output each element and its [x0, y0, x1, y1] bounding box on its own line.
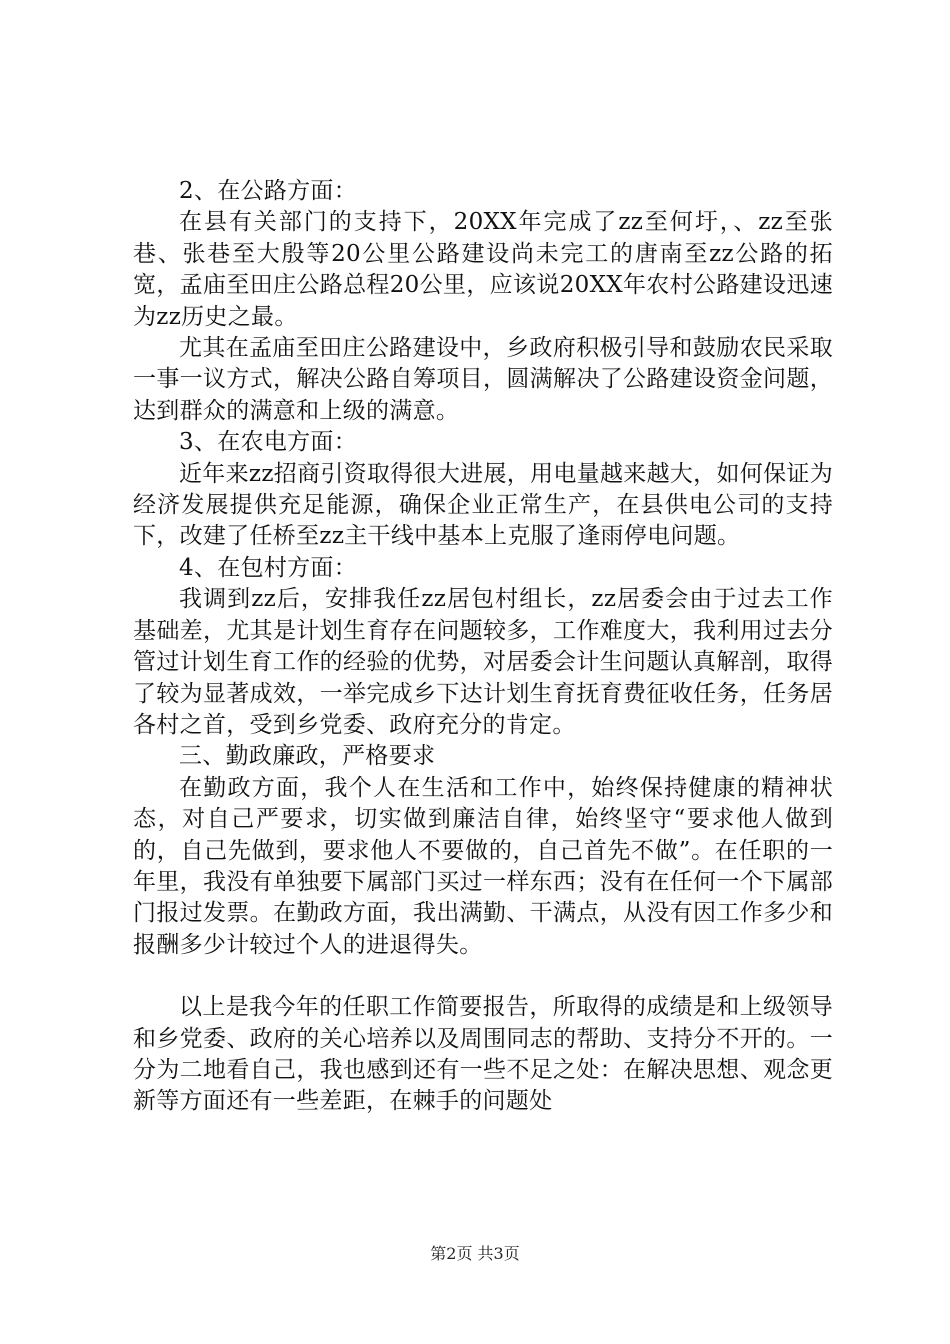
page-number-footer: 第2页 共3页	[430, 1244, 520, 1263]
paragraph-village-contract: 我调到zz后，安排我任zz居包村组长，zz居委会由于过去工作基础差，尤其是计划生育存在问题较多，工作难度大，我利用过去分管过计划生育工作的经验的优势，对居委会计生问题认真解剖，取得了较为显著成效，一举完成乡下达计划生育抚育费征收任务，任务居各村之首，受到乡党委、政府充分的肯定。	[133, 586, 833, 738]
section-heading-rural-power: 3、在农电方面：	[179, 429, 358, 456]
paragraph-summary: 以上是我今年的任职工作简要报告，所取得的成绩是和上级领导和乡党委、政府的关心培养以及周围同志的帮助、支持分不开的。一分为二地看自己，我也感到还有一些不足之处：在解决思想、观念更新等方面还有一些差距，在棘手的问题处	[133, 994, 833, 1115]
section-heading-roads: 2、在公路方面：	[179, 178, 358, 204]
section-heading-village-contract: 4、在包村方面：	[179, 554, 358, 581]
paragraph-roads-construction: 在县有关部门的支持下，20XX年完成了zz至何圩，、zz至张巷、张巷至大殷等20公里公路建设尚未完工的唐南至zz公路的拓宽，孟庙至田庄公路总程20公里，应该说20XX年农村公路建设迅速为zz历史之最。	[133, 209, 833, 330]
paragraph-integrity: 在勤政方面，我个人在生活和工作中，始终保持健康的精神状态，对自己严要求，切实做到廉洁自律，始终坚守“要求他人做到的，自己先做到，要求他人不要做的，自己首先不做”。在任职的一年里，我没有单独要下属部门买过一样东西；没有在任何一个下属部门报过发票。在勤政方面，我出满勤、干满点，从没有因工作多少和报酬多少计较过个人的进退得失。	[133, 774, 833, 958]
paragraph-roads-funding: 尤其在孟庙至田庄公路建设中，乡政府积极引导和鼓励农民采取一事一议方式，解决公路自筹项目，圆满解决了公路建设资金问题，达到群众的满意和上级的满意。	[133, 335, 833, 424]
document-body	[133, 176, 833, 1118]
paragraph-rural-power: 近年来zz招商引资取得很大进展，用电量越来越大，如何保证为经济发展提供充足能源，确保企业正常生产，在县供电公司的支持下，改建了任桥至zz主干线中基本上克服了逢雨停电问题。	[133, 460, 833, 550]
section-heading-integrity: 三、勤政廉政，严格要求	[179, 743, 436, 770]
paragraph-spacer	[133, 961, 833, 992]
